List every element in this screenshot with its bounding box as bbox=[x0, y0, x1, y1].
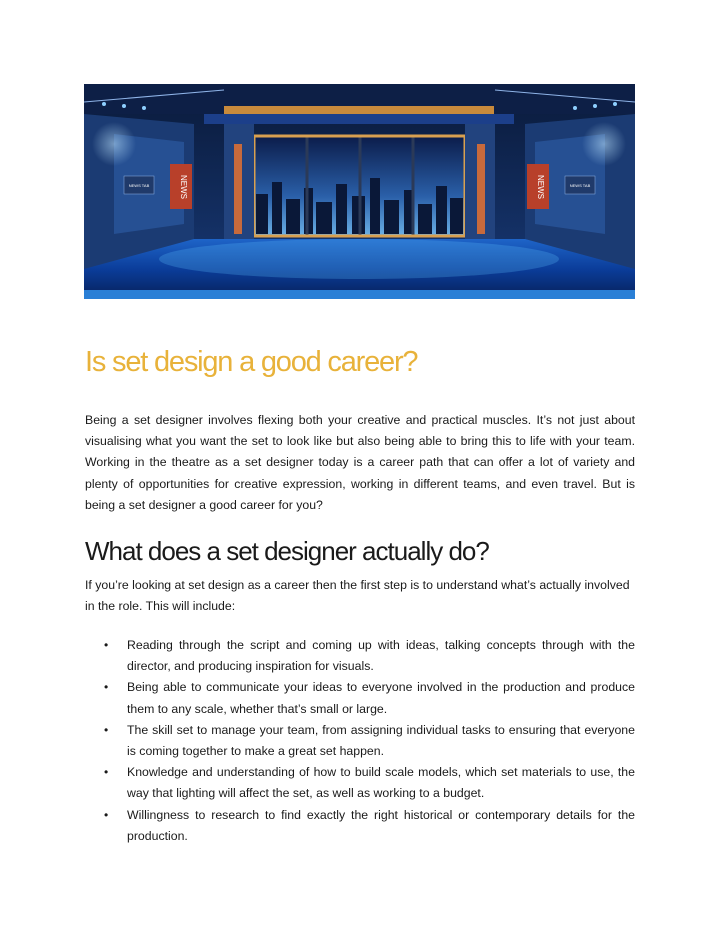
list-item-text: Knowledge and understanding of how to build scale models, which set materials to use, the way that lighting will affect the set, as well as working to a budget. bbox=[127, 765, 635, 801]
heading-what-set-designer-does: What does a set designer actually do? bbox=[85, 536, 489, 566]
bullet-icon: • bbox=[104, 680, 109, 695]
list-item bbox=[85, 720, 635, 762]
list-item bbox=[85, 677, 635, 719]
paragraph-set-design-career: Being a set designer involves flexing both your creative and practical muscles. It’s not just about visualising what you want the set to look like but also being able to bring this to life with your team. Working in the theatre as a set designer today is a career path that can offer a lot of variety and plenty of opportunities for creative expression, working in different teams, and even travel. But is being a set designer a good career for you? bbox=[85, 413, 635, 512]
bullet-icon: • bbox=[104, 638, 109, 652]
list-item-text: Willingness to research to find exactly the right historical or contemporary details for the production. bbox=[127, 807, 635, 843]
news-sign-left: NEWS bbox=[179, 175, 188, 199]
list-item bbox=[85, 762, 635, 804]
responsibilities-list bbox=[85, 635, 635, 847]
bullet-icon: • bbox=[104, 807, 109, 822]
list-item-text: Being able to communicate your ideas to everyone involved in the production and produce them to any scale, whether that’s small or large. bbox=[127, 680, 635, 716]
news-studio-set-image bbox=[84, 84, 635, 299]
heading-set-design-career: Is set design a good career? bbox=[85, 346, 418, 378]
list-item bbox=[85, 635, 635, 677]
bullet-icon: • bbox=[104, 722, 109, 737]
list-item bbox=[85, 805, 635, 847]
monitor-label-right: NEWS TAB bbox=[569, 183, 591, 188]
paragraph-intro: If you’re looking at set design as a career then the first step is to understand what’s actually involved in the role. This will include: bbox=[85, 578, 630, 614]
bullet-icon: • bbox=[104, 765, 109, 780]
list-item-text: Reading through the script and coming up with ideas, talking concepts through with the director, and producing inspiration for visuals. bbox=[127, 638, 635, 674]
monitor-label-left: NEWS TAB bbox=[128, 183, 150, 188]
list-item-text: The skill set to manage your team, from assigning individual tasks to ensuring that everyone is coming together to make a great set happen. bbox=[127, 722, 635, 759]
news-sign-right: NEWS bbox=[536, 175, 545, 199]
